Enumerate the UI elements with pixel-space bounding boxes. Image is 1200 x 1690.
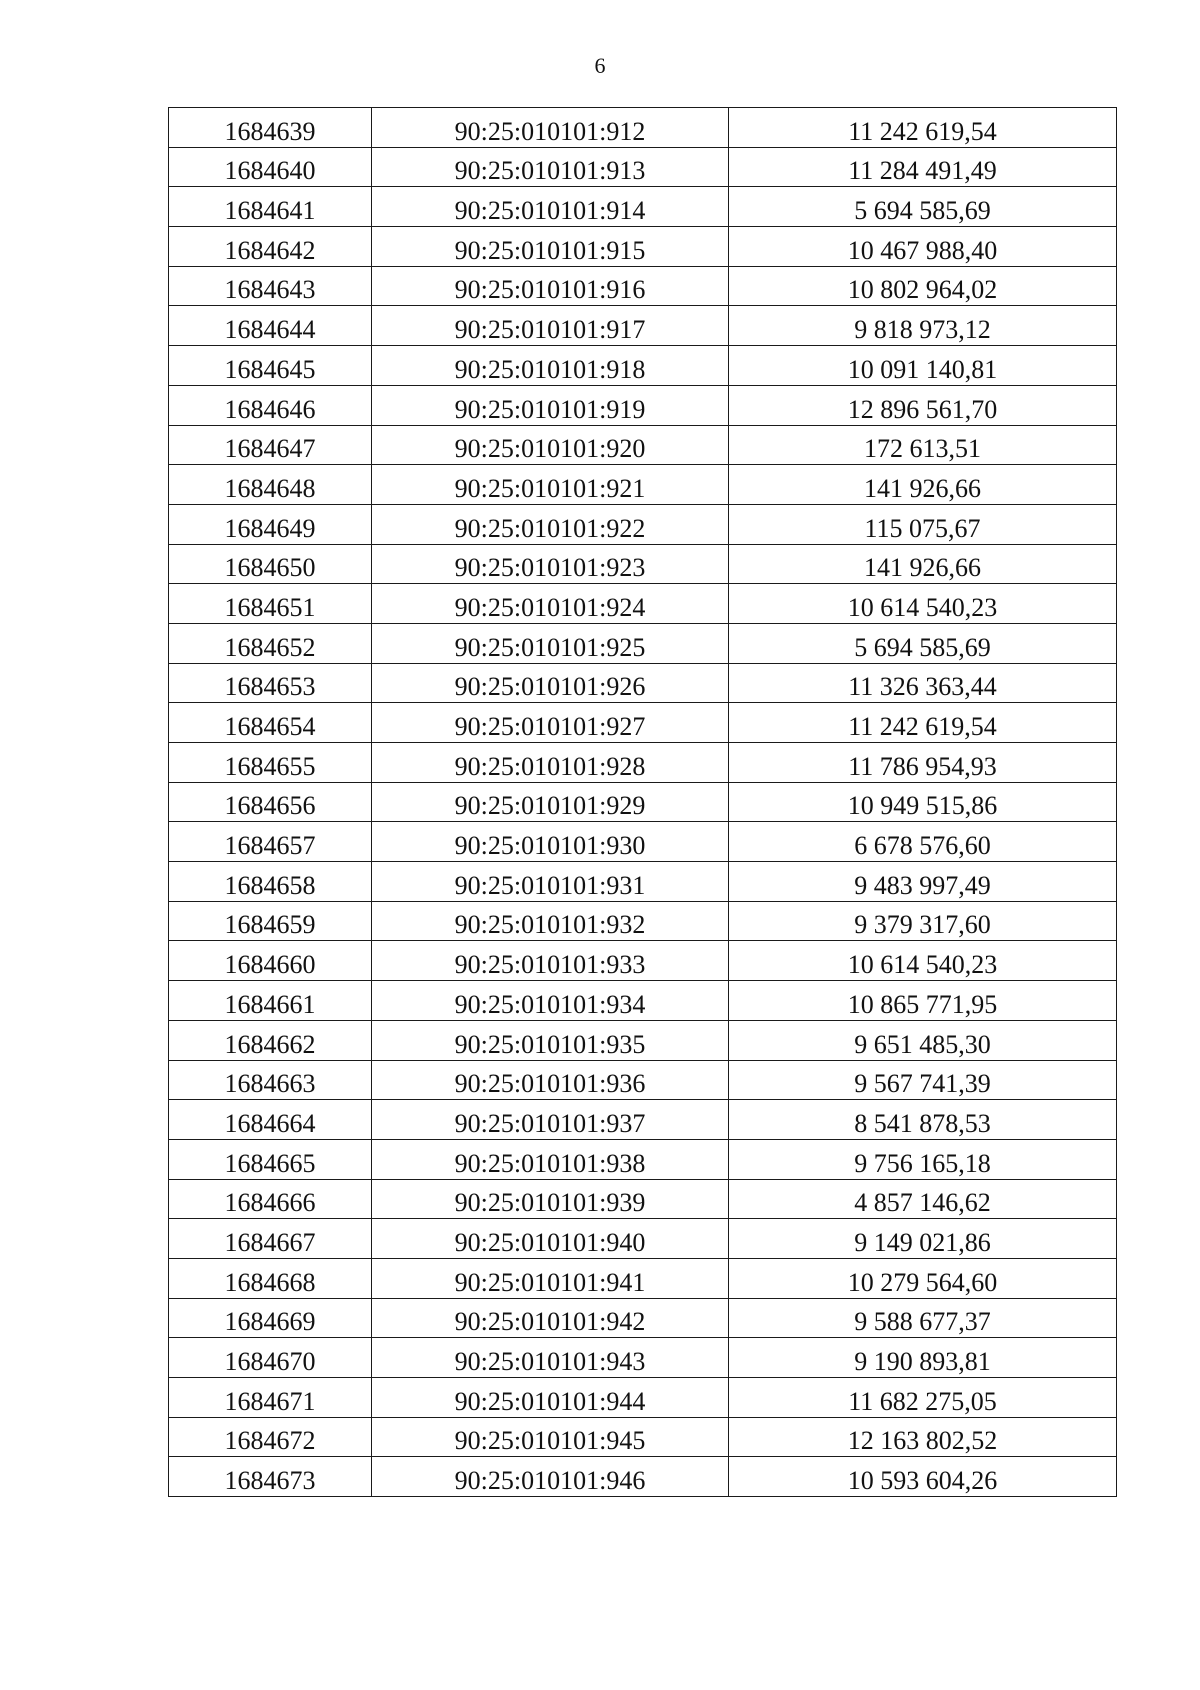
cadastral-number-cell: [372, 663, 729, 703]
cadastral-value-cell: [729, 385, 1117, 425]
cell-text: 90:25:010101:916: [454, 275, 646, 305]
cell-text: 1684639: [224, 116, 316, 146]
row-number-cell: [169, 465, 372, 505]
cadastral-value-cell: [729, 147, 1117, 187]
cell-text: 11 284 491,49: [848, 156, 997, 186]
cadastral-value-cell: [729, 663, 1117, 703]
table-row: [169, 822, 1117, 862]
cell-text: 9 190 893,81: [854, 1347, 991, 1376]
cell-text: 141 926,66: [864, 473, 981, 503]
cadastral-value-cell: [729, 425, 1117, 465]
cadastral-number-cell: [372, 266, 729, 306]
cadastral-value-cell: [729, 981, 1117, 1021]
cadastral-value-cell: [729, 1457, 1117, 1497]
table-row: [169, 1100, 1117, 1140]
cell-text: 90:25:010101:931: [454, 870, 646, 900]
row-number-cell: [169, 147, 372, 187]
cell-text: 90:25:010101:933: [454, 950, 646, 980]
cell-text: 1684672: [224, 1426, 316, 1456]
cell-text: 90:25:010101:921: [454, 473, 646, 503]
cadastral-number-cell: [372, 1179, 729, 1219]
cell-text: 1684653: [224, 672, 316, 702]
cell-text: 90:25:010101:923: [454, 553, 646, 583]
table-row: [169, 346, 1117, 386]
table-row: [169, 385, 1117, 425]
cadastral-value-cell: [729, 465, 1117, 505]
cell-text: 11 242 619,54: [848, 712, 997, 741]
table-row: [169, 544, 1117, 584]
row-number-cell: [169, 266, 372, 306]
cadastral-number-cell: [372, 822, 729, 862]
cell-text: 1684647: [224, 434, 316, 464]
cadastral-number-cell: [372, 862, 729, 902]
cell-text: 115 075,67: [864, 513, 981, 543]
cell-text: 90:25:010101:936: [454, 1069, 646, 1099]
cadastral-number-cell: [372, 227, 729, 267]
row-number-cell: [169, 1338, 372, 1378]
cadastral-value-cell: [729, 1179, 1117, 1219]
cell-text: 90:25:010101:920: [454, 434, 646, 464]
cadastral-value-cell: [729, 227, 1117, 267]
cell-text: 1684667: [224, 1227, 316, 1257]
cell-text: 90:25:010101:922: [454, 513, 646, 543]
table-row: [169, 743, 1117, 783]
cadastral-value-cell: [729, 266, 1117, 306]
cell-text: 90:25:010101:941: [454, 1267, 646, 1297]
cell-text: 1684651: [224, 592, 316, 622]
cadastral-value-cell: [729, 544, 1117, 584]
cell-text: 90:25:010101:937: [454, 1108, 646, 1138]
cadastral-value-cell: [729, 346, 1117, 386]
cadastral-value-cell: [729, 862, 1117, 902]
table-body: [169, 108, 1117, 1497]
cadastral-value-cell: [729, 1219, 1117, 1259]
cell-text: 172 613,51: [864, 434, 981, 464]
table-row: [169, 504, 1117, 544]
row-number-cell: [169, 108, 372, 148]
cell-text: 1684661: [224, 989, 316, 1019]
cell-text: 1684642: [224, 235, 316, 265]
cadastral-value-cell: [729, 1258, 1117, 1298]
row-number-cell: [169, 1020, 372, 1060]
table-row: [169, 1338, 1117, 1378]
cell-text: 90:25:010101:927: [454, 712, 646, 741]
row-number-cell: [169, 1298, 372, 1338]
cell-text: 12 163 802,52: [847, 1426, 998, 1456]
table-row: [169, 465, 1117, 505]
cadastral-value-cell: [729, 743, 1117, 783]
cell-text: 11 326 363,44: [848, 672, 997, 702]
cell-text: 90:25:010101:930: [454, 831, 646, 861]
row-number-cell: [169, 743, 372, 783]
cell-text: 90:25:010101:938: [454, 1148, 646, 1178]
cell-text: 90:25:010101:935: [454, 1029, 646, 1059]
cell-text: 9 588 677,37: [854, 1307, 991, 1337]
row-number-cell: [169, 1457, 372, 1497]
row-number-cell: [169, 425, 372, 465]
cadastral-number-cell: [372, 981, 729, 1021]
cell-text: 8 541 878,53: [854, 1108, 991, 1138]
cell-text: 11 682 275,05: [848, 1386, 997, 1416]
cell-text: 5 694 585,69: [854, 632, 991, 662]
cell-text: 1684660: [224, 950, 316, 980]
row-number-cell: [169, 862, 372, 902]
cell-text: 1684670: [224, 1347, 316, 1376]
cell-text: 1684658: [224, 870, 316, 900]
cadastral-number-cell: [372, 1378, 729, 1418]
cadastral-value-cell: [729, 306, 1117, 346]
row-number-cell: [169, 1417, 372, 1457]
table-row: [169, 663, 1117, 703]
cadastral-number-cell: [372, 346, 729, 386]
cell-text: 9 483 997,49: [854, 870, 991, 900]
cell-text: 1684664: [224, 1108, 316, 1138]
cell-text: 10 593 604,26: [847, 1466, 998, 1496]
cadastral-number-cell: [372, 187, 729, 227]
table-row: [169, 1457, 1117, 1497]
table-row: [169, 108, 1117, 148]
cell-text: 1684663: [224, 1069, 316, 1099]
cell-text: 10 802 964,02: [847, 275, 998, 305]
table-row: [169, 1139, 1117, 1179]
cell-text: 1684649: [224, 513, 316, 543]
cell-text: 1684666: [224, 1188, 316, 1218]
table-row: [169, 862, 1117, 902]
row-number-cell: [169, 822, 372, 862]
table-row: [169, 1378, 1117, 1418]
cell-text: 1684643: [224, 275, 316, 305]
cadastral-number-cell: [372, 1139, 729, 1179]
cadastral-number-cell: [372, 465, 729, 505]
cell-text: 1684648: [224, 473, 316, 503]
cell-text: 10 467 988,40: [847, 235, 998, 265]
cadastral-value-cell: [729, 782, 1117, 822]
cell-text: 4 857 146,62: [854, 1188, 991, 1218]
cell-text: 90:25:010101:915: [454, 235, 646, 265]
cadastral-number-cell: [372, 504, 729, 544]
cell-text: 10 949 515,86: [847, 791, 998, 821]
table-row: [169, 981, 1117, 1021]
cadastral-value-cell: [729, 901, 1117, 941]
table-row: [169, 941, 1117, 981]
cell-text: 1684646: [224, 394, 316, 424]
cadastral-value-cell: [729, 1338, 1117, 1378]
cadastral-value-cell: [729, 504, 1117, 544]
cell-text: 90:25:010101:942: [454, 1307, 646, 1337]
cell-text: 9 756 165,18: [854, 1148, 991, 1178]
table-row: [169, 1060, 1117, 1100]
cell-text: 90:25:010101:918: [454, 354, 646, 384]
table-row: [169, 584, 1117, 624]
cadastral-number-cell: [372, 743, 729, 783]
cell-text: 90:25:010101:914: [454, 196, 646, 226]
cell-text: 90:25:010101:946: [454, 1466, 646, 1496]
cadastral-value-cell: [729, 703, 1117, 743]
row-number-cell: [169, 782, 372, 822]
cell-text: 90:25:010101:924: [454, 592, 646, 622]
cell-text: 1684673: [224, 1466, 316, 1496]
cell-text: 90:25:010101:939: [454, 1188, 646, 1218]
row-number-cell: [169, 663, 372, 703]
table-row: [169, 187, 1117, 227]
cadastral-number-cell: [372, 1020, 729, 1060]
cell-text: 1684644: [224, 315, 316, 345]
cadastral-value-cell: [729, 108, 1117, 148]
table-row: [169, 1179, 1117, 1219]
row-number-cell: [169, 584, 372, 624]
cell-text: 90:25:010101:934: [454, 989, 646, 1019]
cadastral-number-cell: [372, 1298, 729, 1338]
table-row: [169, 425, 1117, 465]
cadastral-number-cell: [372, 1417, 729, 1457]
cell-text: 1684669: [224, 1307, 316, 1337]
cell-text: 9 567 741,39: [854, 1069, 991, 1099]
cell-text: 1684659: [224, 910, 316, 940]
row-number-cell: [169, 703, 372, 743]
cadastral-number-cell: [372, 108, 729, 148]
cadastral-value-cell: [729, 1139, 1117, 1179]
cell-text: 6 678 576,60: [854, 831, 991, 861]
cell-text: 1684654: [224, 712, 316, 741]
cadastral-number-cell: [372, 584, 729, 624]
cadastral-value-cell: [729, 623, 1117, 663]
table-row: [169, 1258, 1117, 1298]
cell-text: 90:25:010101:943: [454, 1347, 646, 1376]
row-number-cell: [169, 227, 372, 267]
cell-text: 9 149 021,86: [854, 1227, 991, 1257]
row-number-cell: [169, 1258, 372, 1298]
cadastral-value-cell: [729, 187, 1117, 227]
table-row: [169, 782, 1117, 822]
cell-text: 1684652: [224, 632, 316, 662]
cadastral-number-cell: [372, 901, 729, 941]
row-number-cell: [169, 504, 372, 544]
row-number-cell: [169, 187, 372, 227]
cell-text: 90:25:010101:912: [454, 116, 646, 146]
cell-text: 11 786 954,93: [848, 751, 997, 781]
cadastral-number-cell: [372, 1258, 729, 1298]
row-number-cell: [169, 1378, 372, 1418]
cell-text: 1684640: [224, 156, 316, 186]
row-number-cell: [169, 1139, 372, 1179]
table-row: [169, 227, 1117, 267]
row-number-cell: [169, 623, 372, 663]
row-number-cell: [169, 1100, 372, 1140]
cell-text: 5 694 585,69: [854, 196, 991, 226]
cadastral-value-cell: [729, 1060, 1117, 1100]
cell-text: 90:25:010101:944: [454, 1386, 646, 1416]
cell-text: 12 896 561,70: [847, 394, 998, 424]
cell-text: 9 651 485,30: [854, 1029, 991, 1059]
row-number-cell: [169, 1219, 372, 1259]
cadastral-value-cell: [729, 584, 1117, 624]
cell-text: 141 926,66: [864, 553, 981, 583]
cell-text: 90:25:010101:928: [454, 751, 646, 781]
cell-text: 90:25:010101:925: [454, 632, 646, 662]
cadastral-number-cell: [372, 306, 729, 346]
row-number-cell: [169, 1060, 372, 1100]
cell-text: 10 614 540,23: [847, 592, 998, 622]
cadastral-number-cell: [372, 385, 729, 425]
row-number-cell: [169, 981, 372, 1021]
row-number-cell: [169, 346, 372, 386]
cadastral-number-cell: [372, 1060, 729, 1100]
cadastral-value-cell: [729, 941, 1117, 981]
row-number-cell: [169, 306, 372, 346]
cadastral-value-cell: [729, 1298, 1117, 1338]
table-row: [169, 266, 1117, 306]
table-row: [169, 1298, 1117, 1338]
table-row: [169, 1417, 1117, 1457]
cadastral-number-cell: [372, 1219, 729, 1259]
cell-text: 1684671: [224, 1386, 316, 1416]
row-number-cell: [169, 901, 372, 941]
cadastral-number-cell: [372, 703, 729, 743]
cadastral-number-cell: [372, 1457, 729, 1497]
table-row: [169, 147, 1117, 187]
row-number-cell: [169, 941, 372, 981]
cell-text: 11 242 619,54: [848, 116, 997, 146]
cell-text: 1684657: [224, 831, 316, 861]
cell-text: 10 279 564,60: [847, 1267, 998, 1297]
cell-text: 1684655: [224, 751, 316, 781]
table-row: [169, 623, 1117, 663]
cadastral-number-cell: [372, 425, 729, 465]
cell-text: 10 091 140,81: [847, 354, 998, 384]
cadastral-value-cell: [729, 1378, 1117, 1418]
cell-text: 1684665: [224, 1148, 316, 1178]
cell-text: 9 818 973,12: [854, 315, 991, 345]
cell-text: 1684645: [224, 354, 316, 384]
cell-text: 1684662: [224, 1029, 316, 1059]
cadastral-value-cell: [729, 1417, 1117, 1457]
cell-text: 10 865 771,95: [847, 989, 998, 1019]
cadastral-number-cell: [372, 544, 729, 584]
cell-text: 90:25:010101:929: [454, 791, 646, 821]
cell-text: 90:25:010101:919: [454, 394, 646, 424]
cell-text: 90:25:010101:917: [454, 315, 646, 345]
table-row: [169, 703, 1117, 743]
page-number: 6: [594, 53, 606, 78]
cadastral-value-cell: [729, 1020, 1117, 1060]
cadastral-number-cell: [372, 941, 729, 981]
cell-text: 1684650: [224, 553, 316, 583]
row-number-cell: [169, 544, 372, 584]
cadastral-value-table: [168, 107, 1117, 1497]
row-number-cell: [169, 1179, 372, 1219]
table-row: [169, 306, 1117, 346]
cadastral-value-cell: [729, 822, 1117, 862]
cell-text: 90:25:010101:940: [454, 1227, 646, 1257]
cell-text: 90:25:010101:913: [454, 156, 646, 186]
row-number-cell: [169, 385, 372, 425]
cell-text: 1684641: [224, 196, 316, 226]
cadastral-number-cell: [372, 1338, 729, 1378]
table-row: [169, 1219, 1117, 1259]
cell-text: 90:25:010101:926: [454, 672, 646, 702]
table-row: [169, 1020, 1117, 1060]
cell-text: 10 614 540,23: [847, 950, 998, 980]
table-row: [169, 901, 1117, 941]
cell-text: 90:25:010101:945: [454, 1426, 646, 1456]
cell-text: 9 379 317,60: [854, 910, 991, 940]
cadastral-value-cell: [729, 1100, 1117, 1140]
cell-text: 90:25:010101:932: [454, 910, 646, 940]
cadastral-number-cell: [372, 147, 729, 187]
cell-text: 1684656: [224, 791, 316, 821]
cadastral-number-cell: [372, 623, 729, 663]
cell-text: 1684668: [224, 1267, 316, 1297]
cadastral-number-cell: [372, 1100, 729, 1140]
cadastral-number-cell: [372, 782, 729, 822]
